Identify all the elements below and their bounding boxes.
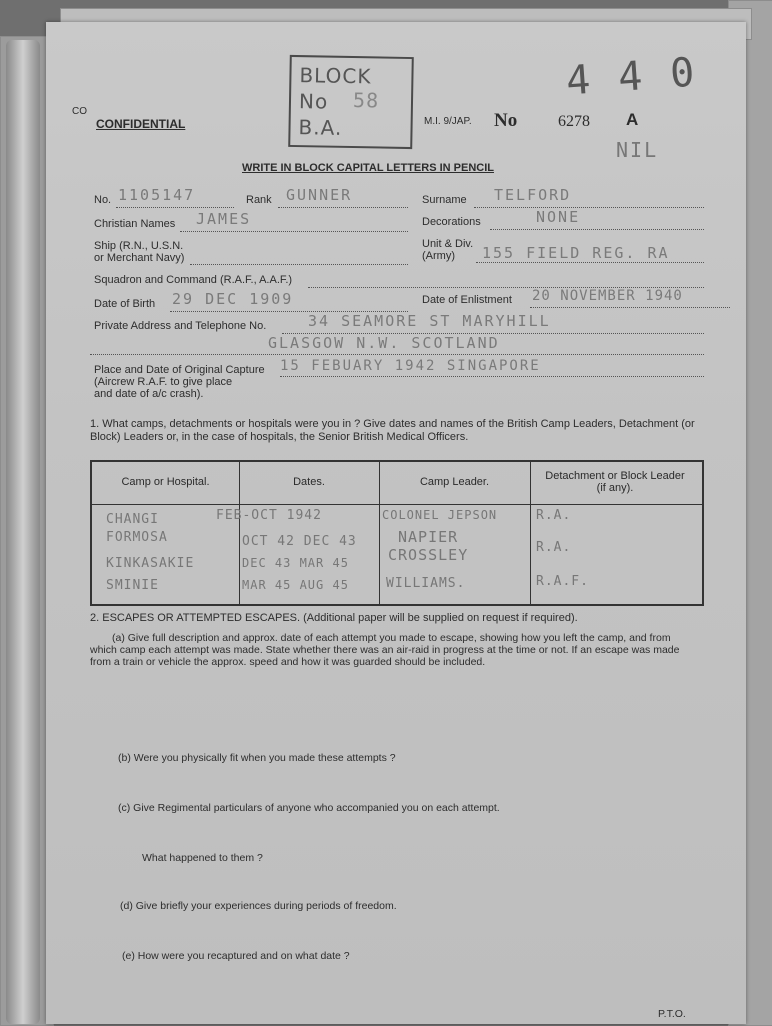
ship-label-line2: or Merchant Navy)	[94, 252, 185, 264]
number-label: No	[494, 110, 518, 131]
cell-leader: NAPIER	[398, 528, 459, 546]
unit-value: 155 FIELD REG. RA	[482, 244, 670, 262]
mi9-reference: M.I. 9/JAP.	[424, 116, 472, 127]
dob-value: 29 DEC 1909	[172, 290, 294, 308]
block-stamp	[288, 55, 414, 149]
header-camp-leader: Camp Leader.	[419, 476, 490, 488]
camps-table	[90, 460, 704, 606]
christian-names-value: JAMES	[196, 210, 252, 228]
capture-label-line3: and date of a/c crash).	[94, 388, 204, 400]
no-label: No.	[94, 194, 112, 206]
question-2c: (c) Give Regimental particulars of anyone who accompanied you on each attempt.	[118, 802, 500, 814]
form-letter: A	[626, 110, 639, 129]
serial-number: 6278	[558, 113, 590, 130]
ship-label-line1: Ship (R.N., U.S.N.	[94, 240, 184, 252]
question-1: 1. What camps, detachments or hospitals were you in ? Give dates and names of the British Camp Leaders, Detachment (or Block) Leaders or, in the case of hospitals, the Senior British Medical Officers.	[90, 418, 695, 443]
address-value-line1: 34 SEAMORE ST MARYHILL	[308, 312, 551, 330]
decorations-label: Decorations	[422, 216, 481, 228]
cell-camp: SMINIE	[106, 578, 159, 593]
capture-value: 15 FEBUARY 1942 SINGAPORE	[280, 358, 541, 374]
binder-spine	[6, 40, 40, 1024]
rank-label: Rank	[246, 194, 272, 206]
enlistment-value: 20 NOVEMBER 1940	[532, 288, 683, 304]
question-2e: (e) How were you recaptured and on what date ?	[122, 950, 350, 962]
cell-detachment: R.A.F.	[536, 574, 589, 589]
cell-camp: CHANGI	[106, 512, 159, 527]
pto-label: P.T.O.	[658, 1008, 686, 1020]
unit-label-line2: (Army)	[422, 250, 455, 262]
header-detachment: Detachment or Block Leader (if any).	[545, 470, 685, 494]
question-2b: (b) Were you physically fit when you made these attempts ?	[118, 752, 396, 764]
question-2d: (d) Give briefly your experiences during periods of freedom.	[120, 900, 397, 912]
unit-label-line1: Unit & Div.	[422, 238, 474, 250]
cell-detachment: R.A.	[536, 508, 572, 523]
surname-value: TELFORD	[494, 186, 572, 204]
no-value: 1105147	[118, 186, 196, 204]
stamp-handwritten-number: 58	[352, 88, 380, 113]
cell-detachment: R.A.	[536, 540, 572, 555]
enlistment-label: Date of Enlistment	[422, 294, 512, 306]
stamp-text-block: BLOCK	[299, 63, 372, 89]
address-label: Private Address and Telephone No.	[94, 320, 267, 332]
cell-dates: FEB-OCT 1942	[216, 508, 322, 523]
address-value-line2: GLASGOW N.W. SCOTLAND	[268, 334, 500, 352]
cell-dates: MAR 45 AUG 45	[242, 578, 349, 592]
cell-leader: COLONEL JEPSON	[382, 508, 498, 522]
rank-value: GUNNER	[286, 186, 353, 204]
capture-label-line2: (Aircrew R.A.F. to give place	[94, 376, 233, 388]
capture-label-line1: Place and Date of Original Capture	[94, 364, 265, 376]
cell-leader: WILLIAMS.	[386, 576, 466, 591]
cell-dates: OCT 42 DEC 43	[242, 534, 357, 549]
decorations-value: NONE	[536, 208, 581, 226]
co-mark: CO	[72, 106, 87, 117]
cell-camp: KINKASAKIE	[106, 556, 195, 571]
instruction-text: WRITE IN BLOCK CAPITAL LETTERS IN PENCIL	[242, 162, 494, 174]
surname-label: Surname	[422, 194, 467, 206]
cell-camp: FORMOSA	[106, 530, 168, 545]
stamp-text-no: No	[298, 89, 329, 114]
pencil-number: 4 4 0	[564, 49, 698, 105]
form-sheet	[46, 22, 746, 1024]
squadron-label: Squadron and Command (R.A.F., A.A.F.)	[94, 274, 293, 286]
dob-label: Date of Birth	[94, 298, 156, 310]
christian-names-label: Christian Names	[94, 218, 176, 230]
header-camp: Camp or Hospital.	[121, 476, 210, 488]
confidential-label: CONFIDENTIAL	[96, 117, 186, 131]
question-2: 2. ESCAPES OR ATTEMPTED ESCAPES. (Additional paper will be supplied on request if required).	[90, 612, 578, 624]
stamp-text-ba: B.A.	[298, 115, 343, 140]
question-2a: (a) Give full description and approx. date of each attempt you made to escape, showing how you left the camp, and from which camp each attempt was made. State whether there was an air-raid in progress at the time or not. If an escape was made from a train or vehicle the approx. speed and how it was guarded should be included.	[90, 632, 680, 668]
header-dates: Dates.	[293, 476, 325, 488]
pencil-nil: NIL	[616, 138, 659, 162]
cell-dates: DEC 43 MAR 45	[242, 556, 349, 570]
cell-leader: CROSSLEY	[388, 546, 469, 564]
question-2c-followup: What happened to them ?	[142, 852, 263, 864]
